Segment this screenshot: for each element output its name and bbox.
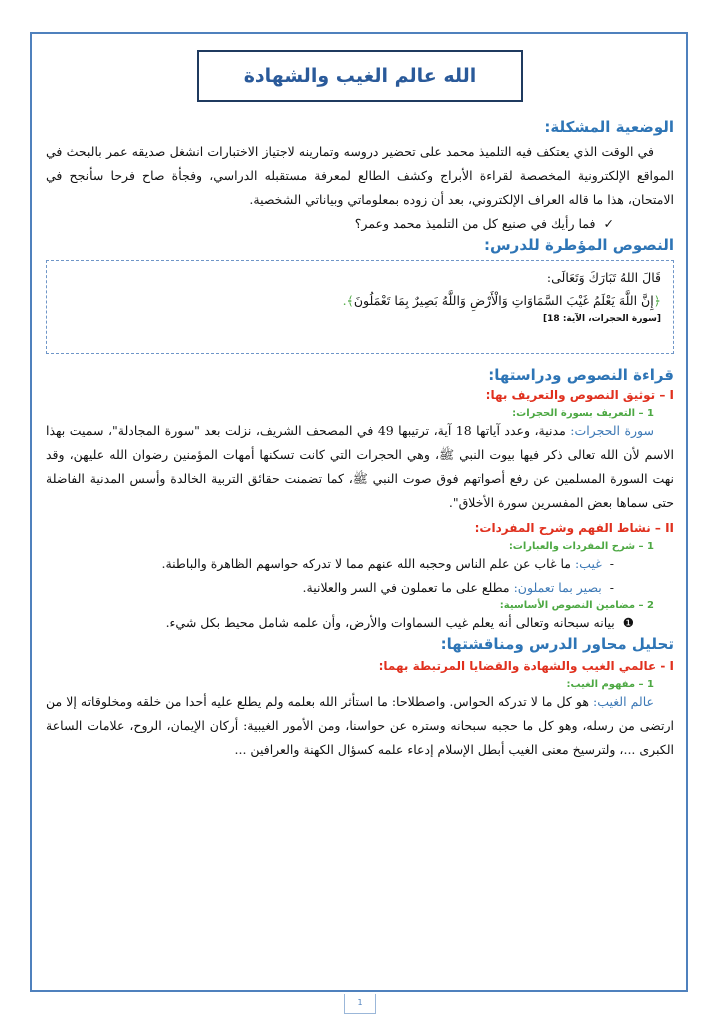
vocab-dash: - [609,580,614,595]
vocab-term: غيب: [574,556,602,571]
page-title: الله عالم الغيب والشهادة [243,65,477,87]
surah-description: مدنية، وعدد آياتها 18 آية، ترتيبها 49 في المصحف الشريف، نزلت بعد "سورة المجادلة"، سميت بهذا الاسم لأن الله تعالى ذكر فيها بيوت النبي ﷺ، وهي الحجرات التي كانت تسكنها أمهات المؤمنين رضوان الله عليهن، وقد نهت السورة المسلمين عن رفع أصواتهم فوق صوت النبي ﷺ، كما تضمنت حقائق التربية الخالدة وأسس المدنية الفاضلة حتى سماها بعض المفسرين سورة الأخلاق". [46,423,674,510]
reading-part2-heading: II – نشاط الفهم وشرح المفردات: [474,521,674,535]
vocab-definition: مطلع على ما تعملون في السر والعلانية. [302,580,510,595]
reading-part2-sub2: 2 – مضامين النصوص الأساسية: [499,600,654,611]
analysis-heading: تحليل محاور الدرس ومناقشتها: [440,635,674,653]
situation-paragraph: في الوقت الذي يعتكف فيه التلميذ محمد على تحضير دروسه وتمارينه لاجتياز الاختبارات انشغل صديقه عمر بالبحث في المواقع الإلكترونية المخصصة لقراءة الأبراج وكشف الطالع لمعرفة مستقبله الدراسي، وفجأة صاح فرحا سأنجح في الامتحان، هذا ما قاله العراف الإلكتروني، بعد أن زوده بمعلوماتي وبياناتي الشخصية. [46,144,674,207]
verse-close-bracket: ﴾. [342,293,354,308]
reading-heading: قراءة النصوص ودراستها: [488,366,674,384]
vocab-item [46,576,674,600]
situation-question: فما رأيك في صنيع كل من التلميذ محمد وعمر؟ [354,216,596,231]
vocab-dash: - [609,556,614,571]
verse-intro: قَالَ اللهُ تَبَارَكَ وَتَعَالَى: [546,270,661,285]
content-text: بيانه سبحانه وتعالى أنه يعلم غيب السماوات والأرض، وأن علمه شامل محيط بكل شيء. [165,615,615,630]
quran-quote-box [46,260,674,354]
verse-reference-wrap [543,306,661,325]
surah-paragraph [46,419,674,515]
surah-term: سورة الحجرات: [570,423,654,438]
situation-question-item [46,212,674,236]
checkmark-icon: ✓ [603,216,614,231]
ghayb-description: هو كل ما لا تدركه الحواس. واصطلاحا: ما استأثر الله بعلمه ولم يطلع عليه أحدا من خلقه ومخلوقاته إلا من ارتضى من رسله، وهو كل ما حجبه سبحانه وستره عن حواسنا، ومن الأمور الغيبية: أركان الإيمان، الروح، علامات الساعة الكبرى ...، ولترسيخ معنى الغيب أبطل الإسلام إدعاء علمه كسؤال الكهنة والعرافين ... [46,694,674,757]
ghayb-paragraph [46,690,674,762]
ghayb-term: عالم الغيب: [593,694,654,709]
title-box [197,50,523,102]
reading-part2-sub1: 1 – شرح المفردات والعبارات: [508,541,654,552]
vocab-term: بصير بما تعملون: [513,580,602,595]
number-one-icon: ❶ [622,615,634,630]
reading-part1-sub1: 1 – التعريف بسورة الحجرات: [512,408,654,419]
vocab-item [46,552,674,576]
texts-heading: النصوص المؤطرة للدرس: [483,236,674,254]
analysis-part1-sub1: 1 – مفهوم الغيب: [566,679,654,690]
situation-heading: الوضعية المشكلة: [544,118,674,136]
vocab-definition: ما غاب عن علم الناس وحجبه الله عنهم مما لا تدركه حواسهم الظاهرة والباطنة. [161,556,571,571]
document-body [46,50,674,762]
reading-part1-heading: I – توثيق النصوص والتعريف بها: [485,388,674,402]
verse-open-bracket: ﴿ [653,293,661,308]
verse-reference: [سورة الحجرات، الآية: 18] [543,314,661,324]
page-number: 1 [344,994,376,1014]
content-item [46,611,674,635]
analysis-part1-heading: I - عالمي الغيب والشهادة والقضايا المرتبطة بهما: [378,659,674,673]
verse-text: إِنَّ اللَّهَ يَعْلَمُ غَيْبَ السَّمَاوَاتِ وَالْأَرْضِ وَاللَّهُ بَصِيرٌ بِمَا تَعْمَلُونَ [353,293,654,308]
